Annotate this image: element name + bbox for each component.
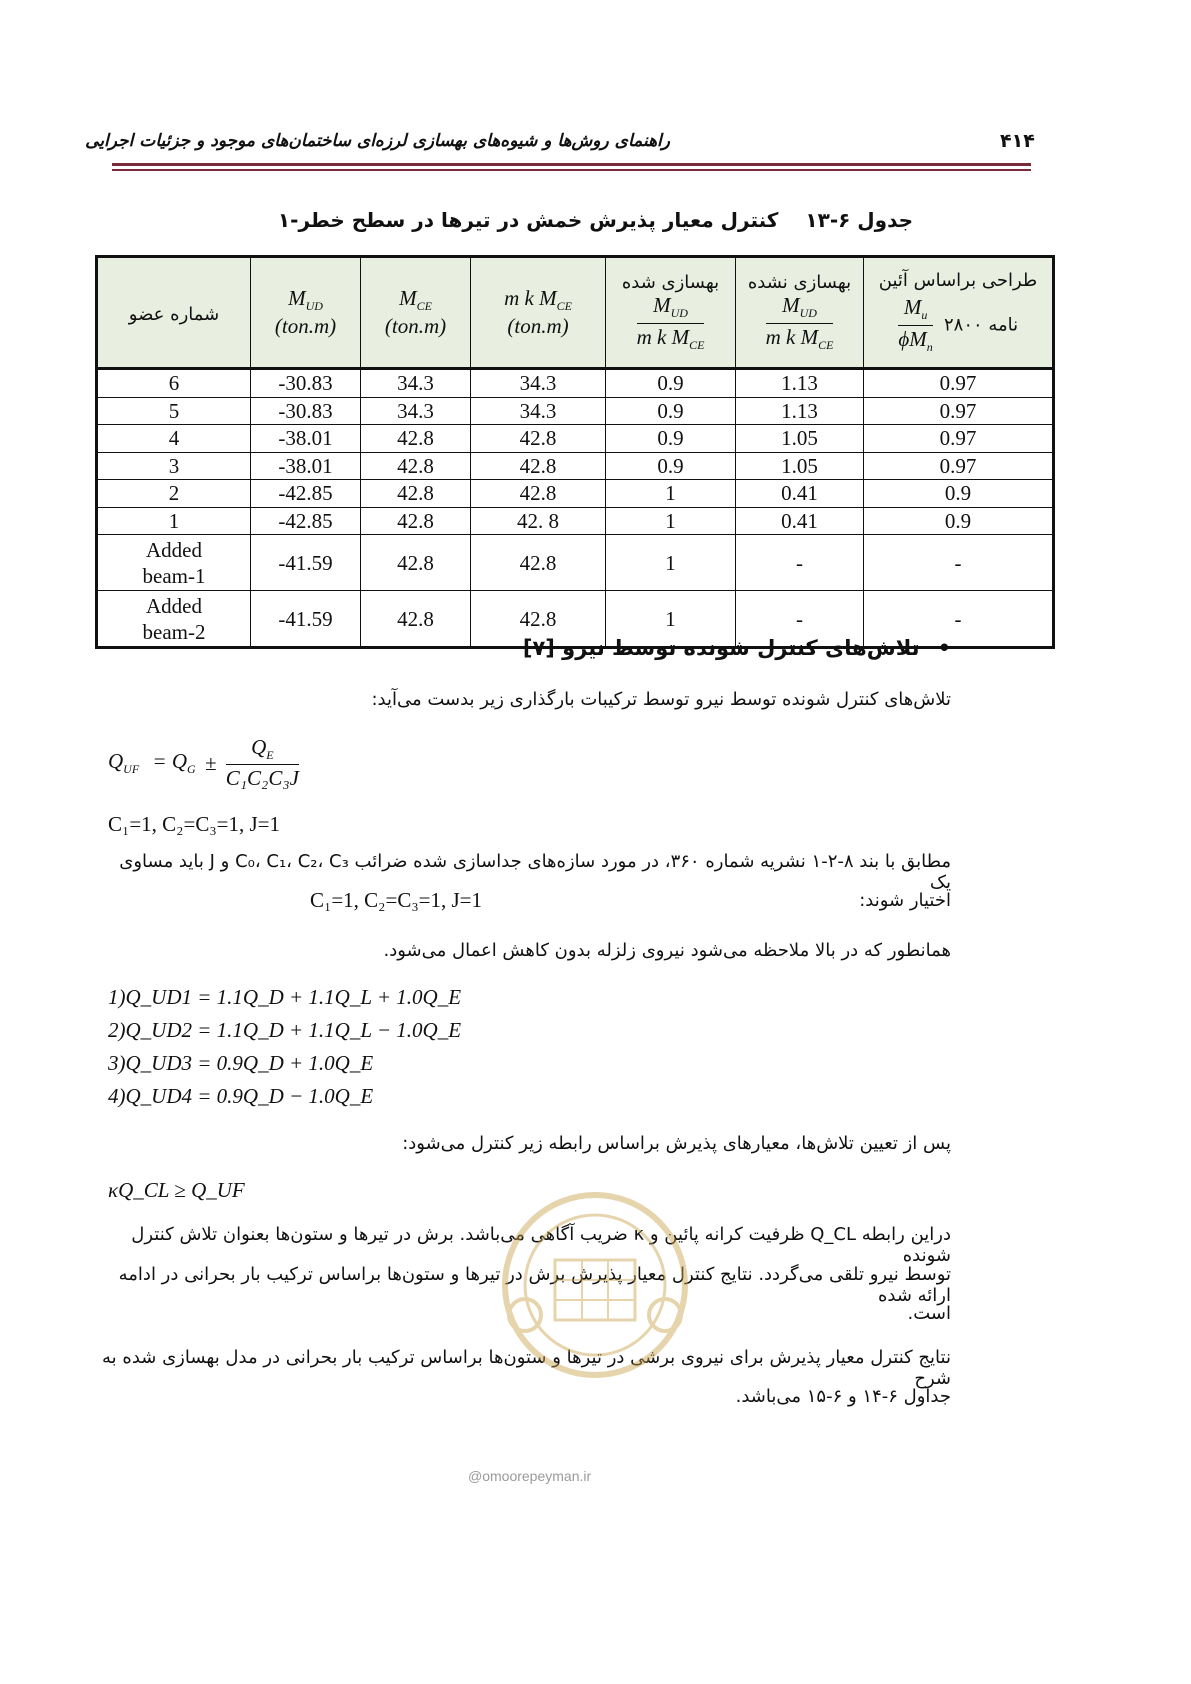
table-caption-text: کنترل معیار پذیرش خمش در تیرها در سطح خطر-۱ [277, 208, 779, 232]
load-combo-4: 4)Q_UD4 = 0.9Q_D − 1.0Q_E [108, 1084, 374, 1108]
watermark-logo [480, 1165, 710, 1485]
unretrofitted-ratio-cell: - [736, 591, 864, 648]
design-ratio-cell: 0.97 [864, 425, 1054, 453]
header-rule [112, 163, 1031, 166]
table-row [97, 369, 1054, 398]
paragraph-1-line-1: مطابق با بند ۸-۲-۱ نشریه شماره ۳۶۰، در مورد سازه‌های جداسازی شده ضرائب C₀، C₁، C₂، C₃ و J باید مساوی یک [119, 851, 951, 893]
mud-cell: -41.59 [251, 535, 361, 591]
retrofitted-ratio-cell: 0.9 [606, 397, 736, 425]
mce-cell: 42.8 [361, 425, 471, 453]
mud-cell: -30.83 [251, 397, 361, 425]
header-unretrofitted: بهسازی نشده $\frac{M_{UD}}{m k M_{CE}}$ [736, 257, 864, 369]
unretrofitted-ratio-cell: 1.13 [736, 397, 864, 425]
table-row [97, 425, 1054, 453]
table-row [97, 507, 1054, 535]
retrofitted-ratio-cell: 0.9 [606, 452, 736, 480]
member-cell: 5 [97, 397, 251, 425]
retrofitted-ratio-cell: 1 [606, 507, 736, 535]
unretrofitted-ratio-cell: 1.05 [736, 452, 864, 480]
design-ratio-cell: 0.9 [864, 507, 1054, 535]
table-row [97, 452, 1054, 480]
header-mud: $M_{UD}$ (ton.m) [251, 257, 361, 369]
mkmce-cell: 42. 8 [471, 507, 606, 535]
design-ratio-cell: 0.97 [864, 452, 1054, 480]
design-ratio-cell: - [864, 591, 1054, 648]
intro-paragraph: تلاش‌های کنترل شونده توسط نیرو توسط ترکیبات بارگذاری زیر بدست می‌آید: [371, 689, 951, 710]
unretrofitted-ratio-cell: 1.05 [736, 425, 864, 453]
design-ratio-cell: 0.97 [864, 397, 1054, 425]
mud-cell: -41.59 [251, 591, 361, 648]
paragraph-2: همانطور که در بالا ملاحظه می‌شود نیروی زلزله بدون کاهش اعمال می‌شود. [383, 940, 951, 961]
header-retrofitted: بهسازی شده $\frac{M_{UD}}{m k M_{CE}}$ [606, 257, 736, 369]
bullet: • [937, 636, 951, 660]
paragraph-1-equation: C₁=1, C₂=C₃=1, J=1 [310, 888, 483, 912]
retrofitted-ratio-cell: 1 [606, 535, 736, 591]
table-caption [0, 208, 1191, 232]
retrofitted-ratio-cell: 0.9 [606, 369, 736, 398]
load-combo-2: 2)Q_UD2 = 1.1Q_D + 1.1Q_L − 1.0Q_E [108, 1018, 462, 1042]
mce-cell: 34.3 [361, 397, 471, 425]
watermark-site: @omoorepeyman.ir [468, 1468, 592, 1484]
paragraph-5-line-2: جداول ۶-۱۴ و ۶-۱۵ می‌باشد. [735, 1386, 951, 1407]
header-member: شماره عضو [97, 257, 251, 369]
header-rule-thin [112, 169, 1031, 171]
mkmce-cell: 42.8 [471, 535, 606, 591]
paragraph-4-line-2: توسط نیرو تلقی می‌گردد. نتایج کنترل معیار پذیرش برش در تیرها و ستون‌ها براساس ترکیب بار بحرانی در ادامه ارائه شده [118, 1264, 951, 1306]
member-cell: 6 [97, 369, 251, 398]
paragraph-3: پس از تعیین تلاش‌ها، معیارهای پذیرش براساس رابطه زیر کنترل می‌شود: [402, 1133, 951, 1154]
mce-cell: 42.8 [361, 480, 471, 508]
mkmce-cell: 42.8 [471, 425, 606, 453]
unretrofitted-ratio-cell: - [736, 535, 864, 591]
header-mce: $M_{CE}$ (ton.m) [361, 257, 471, 369]
mce-cell: 34.3 [361, 369, 471, 398]
mkmce-cell: 34.3 [471, 397, 606, 425]
table-header-row [97, 257, 1054, 369]
paragraph-4-line-3: است. [907, 1303, 951, 1324]
table-caption-number: جدول ۶-۱۳ [805, 208, 914, 232]
mud-cell: -38.01 [251, 425, 361, 453]
mud-cell: -42.85 [251, 480, 361, 508]
member-cell: 2 [97, 480, 251, 508]
unretrofitted-ratio-cell: 1.13 [736, 369, 864, 398]
section-heading: •تلاش‌های کنترل شونده توسط نیرو [۷] [522, 636, 951, 660]
load-combo-3: 3)Q_UD3 = 0.9Q_D + 1.0Q_E [108, 1051, 374, 1075]
member-cell: 1 [97, 507, 251, 535]
mce-cell: 42.8 [361, 507, 471, 535]
header-design-2800: طراحی براساس آئین $\frac{M_u}{\phi M_n}$ نامه ۲۸۰۰ [864, 257, 1054, 369]
acceptance-table [95, 255, 1055, 649]
retrofitted-ratio-cell: 1 [606, 480, 736, 508]
coefficients-line: C₁=1, C₂=C₃=1, J=1 [108, 812, 281, 836]
design-ratio-cell: 0.97 [864, 369, 1054, 398]
mce-cell: 42.8 [361, 452, 471, 480]
load-combo-1: 1)Q_UD1 = 1.1Q_D + 1.1Q_L + 1.0Q_E [108, 985, 462, 1009]
header-mkmce: m k $M_{CE}$ (ton.m) [471, 257, 606, 369]
mud-cell: -42.85 [251, 507, 361, 535]
mud-cell: -30.83 [251, 369, 361, 398]
member-cell: Added beam-2 [97, 591, 251, 648]
paragraph-1-line-2: اختیار شوند: [859, 890, 951, 911]
unretrofitted-ratio-cell: 0.41 [736, 507, 864, 535]
mkmce-cell: 42.8 [471, 452, 606, 480]
paragraph-5-line-1: نتایج کنترل معیار پذیرش برای نیروی برشی در تیرها و ستون‌ها براساس ترکیب بار بحرانی در مدل بهسازی شده به شرح [102, 1347, 951, 1389]
acceptance-criterion: κQ_CL ≥ Q_UF [108, 1178, 245, 1202]
mkmce-cell: 42.8 [471, 480, 606, 508]
retrofitted-ratio-cell: 0.9 [606, 425, 736, 453]
mkmce-cell: 34.3 [471, 369, 606, 398]
quf-equation: $Q_{UF} = Q_G$ ± $\frac{Q_E}{\text{C₁C₂C₃J}}$ [108, 735, 299, 791]
design-ratio-cell: 0.9 [864, 480, 1054, 508]
retrofitted-ratio-cell: 1 [606, 591, 736, 648]
unretrofitted-ratio-cell: 0.41 [736, 480, 864, 508]
running-header-title: راهنمای روش‌ها و شیوه‌های بهسازی لرزه‌ای ساختمان‌های موجود و جزئیات اجرایی [85, 131, 670, 151]
design-ratio-cell: - [864, 535, 1054, 591]
mce-cell: 42.8 [361, 591, 471, 648]
table-row [97, 480, 1054, 508]
table-row [97, 535, 1054, 591]
page-number: ۴۱۴ [1000, 130, 1035, 152]
member-cell: Added beam-1 [97, 535, 251, 591]
paragraph-4-line-1: دراین رابطه Q_CL ظرفیت کرانه پائین و κ ضریب آگاهی می‌باشد. برش در تیرها و ستون‌ها بعنوان تلاش کنترل شونده [131, 1224, 951, 1266]
mud-cell: -38.01 [251, 452, 361, 480]
table-row [97, 397, 1054, 425]
mkmce-cell: 42.8 [471, 591, 606, 648]
member-cell: 4 [97, 425, 251, 453]
mce-cell: 42.8 [361, 535, 471, 591]
member-cell: 3 [97, 452, 251, 480]
